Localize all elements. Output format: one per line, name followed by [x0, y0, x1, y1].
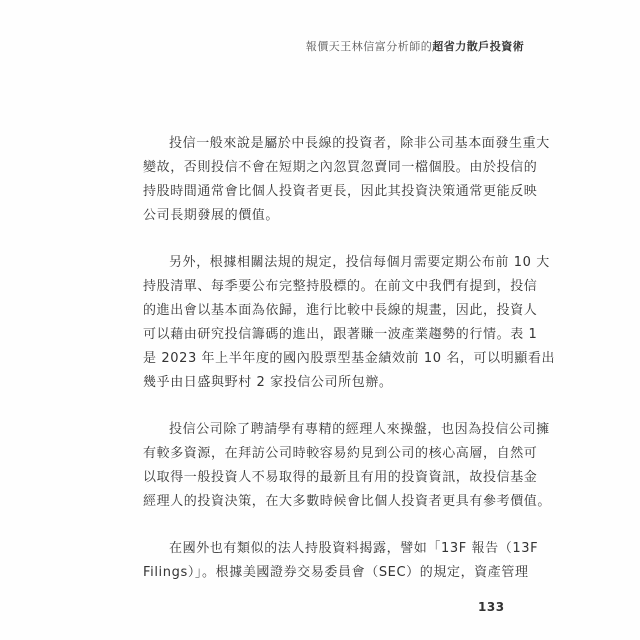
paragraph-line: 可以藉由研究投信籌碼的進出，跟著賺一波產業趨勢的行情。表 1: [143, 327, 538, 342]
paragraph-4: [143, 537, 539, 585]
paragraph-line: 公司長期發展的價值。: [143, 208, 280, 223]
paragraph-line: 在國外也有類似的法人持股資料揭露，譬如「13F 報告（13F: [169, 541, 539, 556]
paragraph-line: 經理人的投資決策，在大多數時候會比個人投資者更具有參考價值。: [143, 494, 552, 509]
header-book-title: 超省力散戶投資術: [432, 40, 525, 53]
paragraph-line: 幾乎由日盛與野村 2 家投信公司所包辦。: [143, 375, 393, 390]
running-header: [300, 38, 530, 54]
paragraph-line: 是 2023 年上半年度的國內股票型基金績效前 10 名，可以明顯看出: [143, 351, 556, 366]
paragraph-line: 持股清單、每季要公布完整持股標的。在前文中我們有提到，投信: [143, 279, 538, 294]
paragraph-line: 有較多資源，在拜訪公司時較容易約見到公司的核心高層，自然可: [143, 446, 538, 461]
paragraph-line: 變故，否則投信不會在短期之內忽買忽賣同一檔個股。由於投信的: [143, 160, 538, 175]
paragraph-line: 以取得一般投資人不易取得的最新且有用的投資資訊，故投信基金: [143, 470, 538, 485]
paragraph-line: 持股時間通常會比個人投資者更長，因此其投資決策通常更能反映: [143, 184, 538, 199]
paragraph-line: 投信一般來說是屬於中長線的投資者，除非公司基本面發生重大: [169, 136, 550, 151]
page-number: 133: [478, 600, 505, 614]
paragraph-line: 另外，根據相關法規的規定，投信每個月需要定期公布前 10 大: [169, 255, 550, 270]
paragraph-line: Filings）」。根據美國證券交易委員會（SEC）的規定，資產管理: [143, 565, 529, 580]
paragraph-2: [143, 251, 556, 395]
header-book-subtitle: 報價天王林信富分析師的: [305, 40, 433, 53]
paragraph-line: 的進出會以基本面為依歸，進行比較中長線的規畫，因此，投資人: [143, 303, 538, 318]
paragraph-3: [143, 418, 552, 514]
paragraph-line: 投信公司除了聘請學有專精的經理人來操盤，也因為投信公司擁: [169, 422, 550, 437]
paragraph-1: [143, 132, 550, 228]
